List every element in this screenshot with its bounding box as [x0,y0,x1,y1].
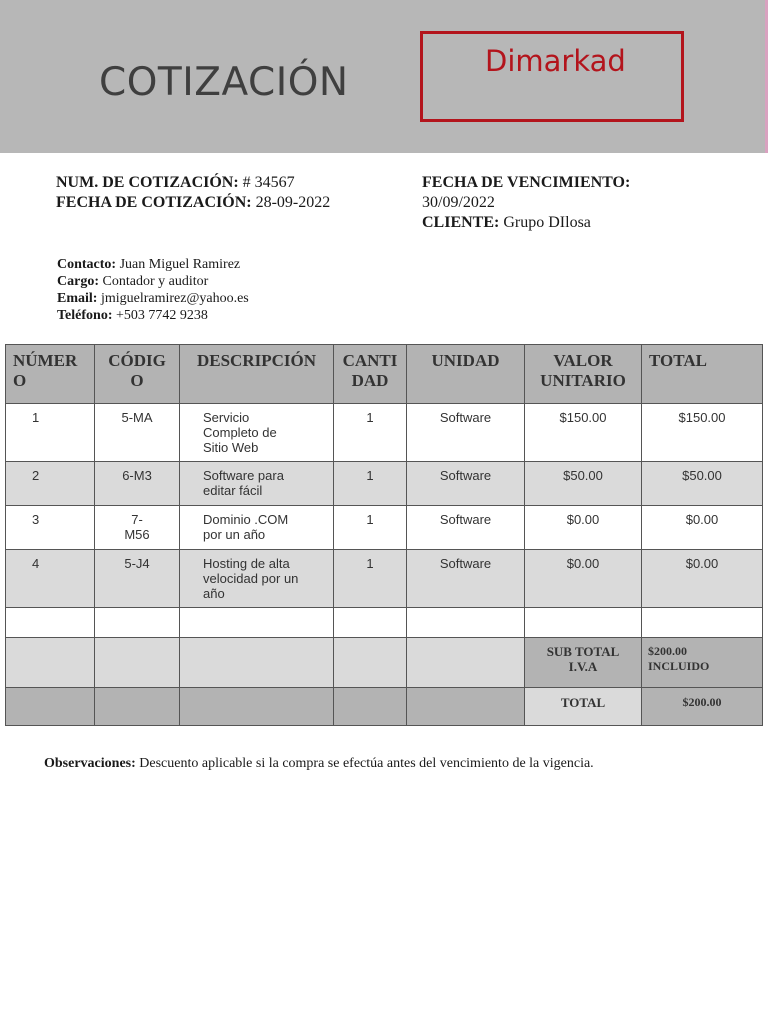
row-description: Dominio .COM por un año [180,506,334,550]
row-unit: Software [407,506,525,550]
row-number: 4 [6,550,95,608]
row-code: 7- M56 [95,506,180,550]
row-unit: Software [407,404,525,462]
quote-info-right [422,173,630,233]
contact-value: Juan Miguel Ramirez [119,257,241,272]
row-quantity: 1 [334,462,407,506]
col-header-text: DESCRIPCIÓN [196,351,317,370]
company-logo [420,31,684,122]
table-row [6,506,763,550]
row-number: 2 [6,462,95,506]
expiry-label: FECHA DE VENCIMIENTO: [422,174,631,191]
col-header-description [180,345,334,404]
company-logo-text: Dimarkad [485,44,626,78]
row-code: 6-M3 [95,462,180,506]
col-header-text: NÚMER O [13,351,78,390]
phone-label: Teléfono: [57,308,113,323]
col-header-text: CÓDIG O [108,351,166,390]
quote-number-label: NUM. DE COTIZACIÓN: [56,174,239,191]
role-label: Cargo: [57,274,99,289]
observations [44,756,594,772]
row-total: $150.00 [642,404,763,462]
row-unit-price: $50.00 [525,462,642,506]
row-number: 3 [6,506,95,550]
row-unit-price: $0.00 [525,506,642,550]
quote-number-value: # 34567 [242,174,295,191]
email-value: jmiguelramirez@yahoo.es [100,291,249,306]
total-row [6,688,763,726]
observations-text: Descuento aplicable si la compra se efectúa antes del vencimiento de la vigencia. [139,756,594,771]
row-quantity: 1 [334,550,407,608]
row-description: Hosting de alta velocidad por un año [180,550,334,608]
row-total: $50.00 [642,462,763,506]
col-header-text: CANTI DAD [342,351,398,390]
row-total: $0.00 [642,550,763,608]
col-header-text: TOTAL [649,351,707,370]
row-quantity: 1 [334,404,407,462]
contact-block [57,256,249,324]
header-band [0,0,768,153]
quote-date-label: FECHA DE COTIZACIÓN: [56,194,252,211]
subtotal-value: $200.00 INCLUIDO [642,638,763,688]
row-unit: Software [407,550,525,608]
subtotal-label: SUB TOTAL I.V.A [525,638,642,688]
row-unit-price: $0.00 [525,550,642,608]
row-number: 1 [6,404,95,462]
client-label: CLIENTE: [422,214,500,231]
document-title: COTIZACIÓN [99,60,349,105]
row-quantity: 1 [334,506,407,550]
col-header-unit [407,345,525,404]
row-code: 5-J4 [95,550,180,608]
subtotal-row [6,638,763,688]
client-value: Grupo DIlosa [503,214,591,231]
expiry-value: 30/09/2022 [422,194,495,211]
table-row [6,404,763,462]
table-row [6,462,763,506]
table-row [6,550,763,608]
phone-value: +503 7742 9238 [115,308,208,323]
table-header-row [6,345,763,404]
quote-info [56,173,330,213]
col-header-unit-price [525,345,642,404]
col-header-quantity [334,345,407,404]
contact-label: Contacto: [57,257,117,272]
col-header-code [95,345,180,404]
row-unit-price: $150.00 [525,404,642,462]
empty-row [6,608,763,638]
total-value: $200.00 [642,688,763,726]
observations-label: Observaciones: [44,756,136,771]
row-unit: Software [407,462,525,506]
total-label: TOTAL [525,688,642,726]
col-header-number [6,345,95,404]
row-code: 5-MA [95,404,180,462]
row-description: Software para editar fácil [180,462,334,506]
row-description: Servicio Completo de Sitio Web [180,404,334,462]
email-label: Email: [57,291,98,306]
role-value: Contador y auditor [102,274,209,289]
col-header-text: UNIDAD [431,351,500,370]
col-header-text: VALOR UNITARIO [540,351,626,390]
quote-date-value: 28-09-2022 [255,194,331,211]
row-total: $0.00 [642,506,763,550]
items-table [5,344,763,726]
col-header-total [642,345,763,404]
